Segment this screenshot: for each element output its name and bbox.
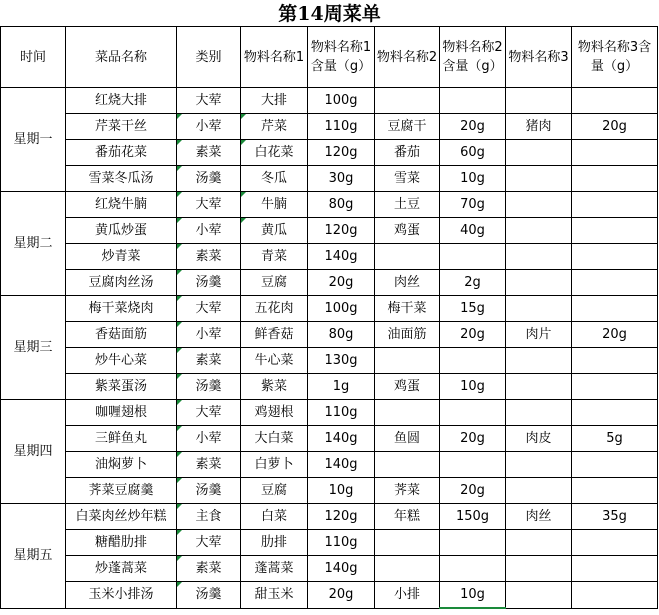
material-1-amount: 20g [308,582,375,609]
material-1-name: 蓬蒿菜 [241,556,308,582]
material-2-amount [440,556,506,582]
dish-name: 糖醋肋排 [66,530,177,556]
material-1-name: 白菜 [241,504,308,530]
table-row [1,140,658,166]
day-cell: 星期三 [1,296,66,400]
material-2-amount: 10g [440,166,506,192]
material-3-name: 肉片 [506,322,572,348]
header-material-1-amount: 物料名称1含量（g） [308,27,375,88]
table-row [1,400,658,426]
material-1-amount: 140g [308,556,375,582]
material-3-name [506,244,572,270]
material-3-name [506,218,572,244]
dish-name: 白菜肉丝炒年糕 [66,504,177,530]
material-2-amount: 20g [440,478,506,504]
material-1-name: 豆腐 [241,478,308,504]
table-row [1,296,658,322]
material-3-amount [572,374,658,400]
header-row [1,27,658,88]
category: 素菜 [177,140,241,166]
material-2-amount: 10g [440,582,506,609]
material-3-amount: 20g [572,114,658,140]
category: 大荤 [177,296,241,322]
material-1-amount: 140g [308,426,375,452]
material-2-amount [440,400,506,426]
category: 素菜 [177,452,241,478]
table-row [1,348,658,374]
material-3-name [506,556,572,582]
material-1-amount: 140g [308,452,375,478]
dish-name: 三鲜鱼丸 [66,426,177,452]
table-row [1,166,658,192]
material-2-name: 豆腐干 [375,114,440,140]
material-3-name [506,270,572,296]
material-2-amount [440,348,506,374]
day-cell: 星期四 [1,400,66,504]
header-category: 类别 [177,27,241,88]
table-row [1,244,658,270]
material-1-amount: 10g [308,478,375,504]
material-3-amount: 20g [572,322,658,348]
material-3-amount [572,582,658,609]
material-3-name [506,374,572,400]
material-2-amount: 20g [440,426,506,452]
material-3-amount [572,270,658,296]
header-material-2-amount: 物料名称2含量（g） [440,27,506,88]
material-3-amount [572,478,658,504]
material-1-name: 紫菜 [241,374,308,400]
material-2-amount: 20g [440,114,506,140]
material-3-amount: 35g [572,504,658,530]
dish-name: 紫菜蛋汤 [66,374,177,400]
material-1-amount: 130g [308,348,375,374]
menu-table [0,26,658,609]
material-2-name [375,452,440,478]
material-2-name: 番茄 [375,140,440,166]
dish-name: 芹菜干丝 [66,114,177,140]
material-2-name: 梅干菜 [375,296,440,322]
material-3-name [506,88,572,114]
table-row [1,530,658,556]
dish-name: 香菇面筋 [66,322,177,348]
material-1-name: 冬瓜 [241,166,308,192]
material-2-name [375,556,440,582]
material-1-name: 牛腩 [241,192,308,218]
material-3-name [506,530,572,556]
material-2-amount: 20g [440,322,506,348]
dish-name: 豆腐肉丝汤 [66,270,177,296]
dish-name: 雪菜冬瓜汤 [66,166,177,192]
material-1-amount: 110g [308,400,375,426]
category: 素菜 [177,348,241,374]
header-material-3-amount: 物料名称3含量（g） [572,27,658,88]
dish-name: 梅干菜烧肉 [66,296,177,322]
material-2-amount: 40g [440,218,506,244]
menu-title: 第14周菜单 [278,3,381,25]
material-1-amount: 110g [308,114,375,140]
category: 小荤 [177,322,241,348]
dish-name: 油焖萝卜 [66,452,177,478]
category: 汤羹 [177,374,241,400]
dish-name: 番茄花菜 [66,140,177,166]
table-row [1,322,658,348]
dish-name: 红烧牛腩 [66,192,177,218]
material-2-name: 鸡蛋 [375,374,440,400]
material-2-amount: 60g [440,140,506,166]
category: 汤羹 [177,270,241,296]
material-2-name: 雪菜 [375,166,440,192]
table-row [1,374,658,400]
material-2-name [375,88,440,114]
dish-name: 炒青菜 [66,244,177,270]
material-1-amount: 110g [308,530,375,556]
material-1-amount: 80g [308,322,375,348]
material-3-amount [572,530,658,556]
material-2-amount [440,88,506,114]
material-3-name [506,582,572,609]
category: 小荤 [177,218,241,244]
dish-name: 咖喱翅根 [66,400,177,426]
material-1-name: 芹菜 [241,114,308,140]
material-3-amount [572,166,658,192]
material-2-amount: 150g [440,504,506,530]
material-3-amount [572,556,658,582]
category: 素菜 [177,556,241,582]
dish-name: 黄瓜炒蛋 [66,218,177,244]
category: 大荤 [177,530,241,556]
material-1-name: 白花菜 [241,140,308,166]
material-3-amount: 5g [572,426,658,452]
table-row [1,426,658,452]
table-row [1,478,658,504]
material-3-name: 猪肉 [506,114,572,140]
category: 主食 [177,504,241,530]
material-1-amount: 120g [308,140,375,166]
material-1-name: 白萝卜 [241,452,308,478]
category: 汤羹 [177,478,241,504]
material-3-amount [572,348,658,374]
material-2-amount [440,530,506,556]
header-dish-name: 菜品名称 [66,27,177,88]
table-row [1,88,658,114]
table-row [1,504,658,530]
material-3-amount [572,400,658,426]
table-row [1,218,658,244]
material-1-name: 豆腐 [241,270,308,296]
material-3-name: 肉丝 [506,504,572,530]
material-1-amount: 140g [308,244,375,270]
material-1-name: 鸡翅根 [241,400,308,426]
dish-name: 荠菜豆腐羹 [66,478,177,504]
material-1-amount: 100g [308,88,375,114]
material-3-name [506,192,572,218]
category: 小荤 [177,114,241,140]
dish-name: 玉米小排汤 [66,582,177,609]
material-2-amount: 15g [440,296,506,322]
material-2-amount: 70g [440,192,506,218]
material-2-name: 年糕 [375,504,440,530]
material-3-name [506,140,572,166]
table-row [1,452,658,478]
material-2-name: 荠菜 [375,478,440,504]
material-2-name [375,244,440,270]
material-1-name: 鲜香菇 [241,322,308,348]
material-1-amount: 80g [308,192,375,218]
day-cell: 星期一 [1,88,66,192]
category: 素菜 [177,244,241,270]
category: 汤羹 [177,166,241,192]
material-3-name: 肉皮 [506,426,572,452]
material-3-name [506,296,572,322]
header-material-1: 物料名称1 [241,27,308,88]
header-material-2: 物料名称2 [375,27,440,88]
material-3-amount [572,244,658,270]
table-row [1,582,658,609]
material-2-amount [440,244,506,270]
material-1-amount: 30g [308,166,375,192]
material-3-amount [572,140,658,166]
material-1-name: 肋排 [241,530,308,556]
material-3-amount [572,192,658,218]
material-1-name: 黄瓜 [241,218,308,244]
table-row [1,114,658,140]
table-row [1,270,658,296]
material-1-name: 青菜 [241,244,308,270]
material-3-amount [572,218,658,244]
material-2-name: 油面筋 [375,322,440,348]
dish-name: 红烧大排 [66,88,177,114]
table-row [1,192,658,218]
material-3-name [506,400,572,426]
category: 大荤 [177,400,241,426]
dish-name: 炒蓬蒿菜 [66,556,177,582]
dish-name: 炒牛心菜 [66,348,177,374]
material-2-amount [440,452,506,478]
material-1-amount: 120g [308,504,375,530]
material-1-amount: 1g [308,374,375,400]
material-2-name [375,530,440,556]
material-1-name: 大白菜 [241,426,308,452]
material-1-name: 大排 [241,88,308,114]
category: 小荤 [177,426,241,452]
material-2-name: 土豆 [375,192,440,218]
day-cell: 星期二 [1,192,66,296]
material-2-name: 鱼圆 [375,426,440,452]
material-2-name [375,400,440,426]
material-3-amount [572,296,658,322]
header-material-3: 物料名称3 [506,27,572,88]
material-3-name [506,166,572,192]
header-time: 时间 [1,27,66,88]
material-2-name: 肉丝 [375,270,440,296]
category: 汤羹 [177,582,241,609]
material-1-name: 五花肉 [241,296,308,322]
material-1-amount: 100g [308,296,375,322]
material-1-name: 牛心菜 [241,348,308,374]
category: 大荤 [177,192,241,218]
material-2-name: 鸡蛋 [375,218,440,244]
material-2-name: 小排 [375,582,440,609]
category: 大荤 [177,88,241,114]
material-2-amount: 10g [440,374,506,400]
table-row [1,556,658,582]
material-3-name [506,348,572,374]
material-3-name [506,452,572,478]
day-cell: 星期五 [1,504,66,609]
material-3-name [506,478,572,504]
material-2-name [375,348,440,374]
material-2-amount: 2g [440,270,506,296]
material-3-amount [572,88,658,114]
material-1-amount: 20g [308,270,375,296]
material-3-amount [572,452,658,478]
material-1-name: 甜玉米 [241,582,308,609]
material-1-amount: 120g [308,218,375,244]
